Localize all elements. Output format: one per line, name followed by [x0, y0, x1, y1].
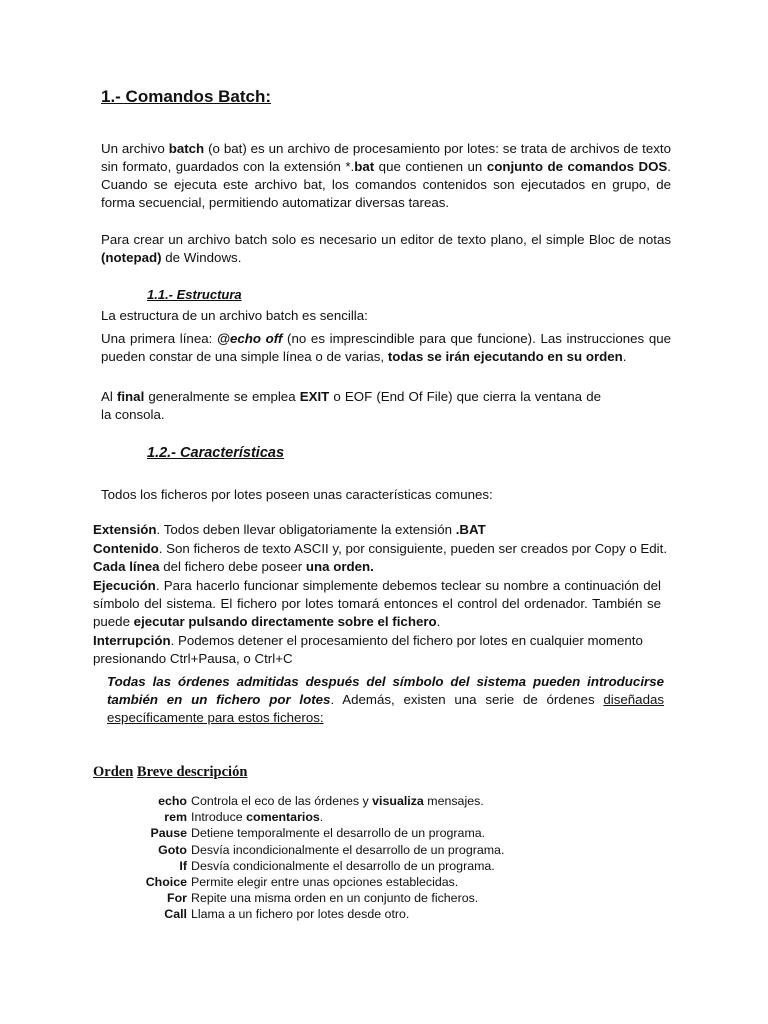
command-name: rem	[164, 810, 187, 825]
column-header-descripcion: Breve descripción	[136, 764, 248, 780]
command-name: Call	[164, 907, 187, 922]
estructura-line-1: La estructura de un archivo batch es sencilla:	[101, 308, 368, 323]
estructura-line-2: Una primera línea: @echo off (no es imprescindible para que funcione). Las instrucciones que pueden constar de una simple línea o de varias, todas se irán ejecutando en su orden.	[101, 331, 672, 364]
command-description: Detiene temporalmente el desarrollo de un programa.	[191, 826, 486, 841]
item-extension: Extensión. Todos deben llevar obligatoriamente la extensión .BAT	[93, 522, 486, 537]
table-row	[110, 793, 630, 809]
table-row	[110, 842, 630, 858]
command-description: Repite una misma orden en un conjunto de ficheros.	[191, 891, 479, 906]
table-row	[110, 874, 630, 890]
table-row	[110, 858, 630, 874]
batch-note: Todas las órdenes admitidas después del símbolo del sistema pueden introducirse también en un fichero por lotes. Además, existen una serie de órdenes diseñadas específicamente para estos ficheros:	[107, 674, 665, 725]
column-header-orden: Orden	[93, 764, 134, 780]
command-name: Goto	[158, 842, 187, 857]
table-row	[110, 890, 630, 906]
section-title: 1.- Comandos Batch:	[101, 87, 272, 106]
command-description: Llama a un fichero por lotes desde otro.	[191, 907, 410, 922]
command-name: If	[179, 858, 187, 873]
table-row	[110, 906, 630, 922]
command-description: Introduce comentarios.	[191, 810, 324, 825]
item-ejecucion: Ejecución. Para hacerlo funcionar simplemente debemos teclear su nombre a continuación del símbolo del sistema. El fichero por lotes tomará entonces el control del ordenador. También se puede ejecutar pulsando directamente sobre el fichero.	[93, 578, 661, 629]
command-description: Controla el eco de las órdenes y visualiza mensajes.	[191, 794, 484, 808]
intro-paragraph-2: Para crear un archivo batch solo es necesario un editor de texto plano, el simple Bloc de notas (notepad) de Windows.	[101, 232, 671, 265]
command-description: Desvía incondicionalmente el desarrollo de un programa.	[191, 842, 505, 857]
command-name: For	[167, 891, 187, 906]
command-description: Permite elegir entre unas opciones establecidas.	[191, 875, 459, 890]
item-contenido: Contenido. Son ficheros de texto ASCII y, por consiguiente, pueden ser creados por Copy o Edit. Cada línea del fichero debe poseer una orden.	[93, 541, 668, 574]
command-description: Desvía condicionalmente el desarrollo de un programa.	[191, 858, 495, 873]
subheading-estructura: 1.1.- Estructura	[147, 287, 242, 302]
intro-paragraph-1: Un archivo batch (o bat) es un archivo de procesamiento por lotes: se trata de archivos de texto sin formato, guardados con la extensión *.bat que contienen un conjunto de comandos DOS. Cuando se ejecuta este archivo bat, los comandos contenidos son ejecutados en grupo, de forma secuencial, permitiendo automatizar diversas tareas.	[101, 141, 671, 210]
table-row	[110, 809, 630, 825]
command-name: Pause	[150, 826, 187, 841]
commands-table	[110, 793, 630, 923]
subheading-caracteristicas: 1.2.- Características	[147, 445, 285, 461]
item-interrupcion: Interrupción. Podemos detener el procesamiento del fichero por lotes en cualquier momento presionando Ctrl+Pausa, o Ctrl+C	[93, 633, 643, 666]
command-name: echo	[158, 794, 187, 808]
caracteristicas-intro: Todos los ficheros por lotes poseen unas características comunes:	[101, 487, 493, 502]
estructura-line-3: Al final generalmente se emplea EXIT o EOF (End Of File) que cierra la ventana de la consola.	[101, 389, 601, 422]
table-row	[110, 825, 630, 841]
commands-table-header	[93, 763, 247, 781]
command-name: Choice	[145, 875, 187, 890]
